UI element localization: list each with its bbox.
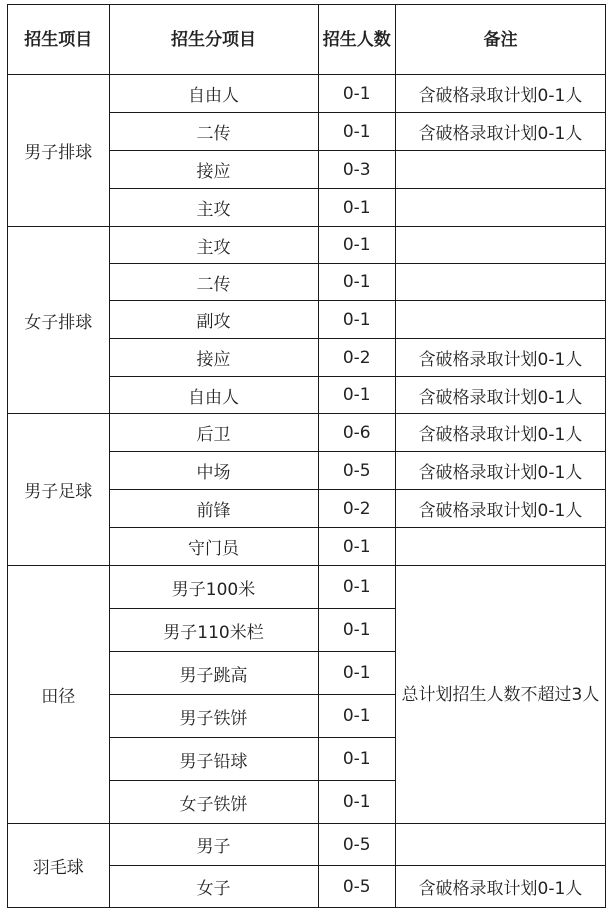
count-cell: 0-3 — [318, 151, 395, 189]
remark-cell: 含破格录取计划0-1人 — [395, 113, 605, 151]
subproject-cell: 前锋 — [109, 490, 318, 528]
subproject-cell: 二传 — [109, 264, 318, 301]
subproject-cell: 男子 — [109, 824, 318, 866]
subproject-cell: 男子铁饼 — [109, 695, 318, 738]
count-cell: 0-1 — [318, 528, 395, 566]
admissions-table — [7, 4, 606, 908]
table-row — [8, 566, 606, 609]
table-row — [8, 227, 606, 264]
count-cell: 0-1 — [318, 75, 395, 113]
count-cell: 0-1 — [318, 609, 395, 652]
subproject-cell: 副攻 — [109, 301, 318, 339]
subproject-cell: 守门员 — [109, 528, 318, 566]
subproject-cell: 自由人 — [109, 377, 318, 414]
count-cell: 0-2 — [318, 490, 395, 528]
count-cell: 0-1 — [318, 652, 395, 695]
count-cell: 0-1 — [318, 738, 395, 781]
count-cell: 0-6 — [318, 414, 395, 452]
remark-cell — [395, 301, 605, 339]
subproject-cell: 女子 — [109, 866, 318, 908]
count-cell: 0-1 — [318, 377, 395, 414]
count-cell: 0-1 — [318, 227, 395, 264]
table-row — [8, 824, 606, 866]
remark-cell — [395, 151, 605, 189]
subproject-cell: 男子铅球 — [109, 738, 318, 781]
subproject-cell: 自由人 — [109, 75, 318, 113]
project-cell: 田径 — [8, 566, 110, 824]
remark-cell — [395, 824, 605, 866]
remark-cell: 含破格录取计划0-1人 — [395, 75, 605, 113]
table-row — [8, 414, 606, 452]
remark-cell: 含破格录取计划0-1人 — [395, 414, 605, 452]
project-cell: 男子排球 — [8, 75, 110, 227]
remark-cell — [395, 264, 605, 301]
remark-cell — [395, 227, 605, 264]
subproject-cell: 主攻 — [109, 227, 318, 264]
subproject-cell: 男子跳高 — [109, 652, 318, 695]
count-cell: 0-5 — [318, 452, 395, 490]
project-cell: 男子足球 — [8, 414, 110, 566]
header-count: 招生人数 — [318, 5, 395, 75]
count-cell: 0-5 — [318, 824, 395, 866]
subproject-cell: 二传 — [109, 113, 318, 151]
remark-cell: 含破格录取计划0-1人 — [395, 866, 605, 908]
subproject-cell: 接应 — [109, 151, 318, 189]
header-project: 招生项目 — [8, 5, 110, 75]
count-cell: 0-2 — [318, 339, 395, 377]
subproject-cell: 男子100米 — [109, 566, 318, 609]
count-cell: 0-1 — [318, 113, 395, 151]
subproject-cell: 接应 — [109, 339, 318, 377]
header-row — [8, 5, 606, 75]
subproject-cell: 后卫 — [109, 414, 318, 452]
subproject-cell: 男子110米栏 — [109, 609, 318, 652]
remark-cell: 含破格录取计划0-1人 — [395, 339, 605, 377]
subproject-cell: 主攻 — [109, 189, 318, 227]
remark-cell — [395, 528, 605, 566]
subproject-cell: 中场 — [109, 452, 318, 490]
remark-cell: 含破格录取计划0-1人 — [395, 452, 605, 490]
remark-cell — [395, 189, 605, 227]
table-row — [8, 75, 606, 113]
count-cell: 0-1 — [318, 189, 395, 227]
header-subproject: 招生分项目 — [109, 5, 318, 75]
count-cell: 0-1 — [318, 301, 395, 339]
count-cell: 0-5 — [318, 866, 395, 908]
subproject-cell: 女子铁饼 — [109, 781, 318, 824]
count-cell: 0-1 — [318, 566, 395, 609]
project-cell: 女子排球 — [8, 227, 110, 414]
count-cell: 0-1 — [318, 264, 395, 301]
count-cell: 0-1 — [318, 781, 395, 824]
project-cell: 羽毛球 — [8, 824, 110, 908]
header-remark: 备注 — [395, 5, 605, 75]
remark-cell: 含破格录取计划0-1人 — [395, 377, 605, 414]
count-cell: 0-1 — [318, 695, 395, 738]
remark-cell: 含破格录取计划0-1人 — [395, 490, 605, 528]
remark-span-cell: 总计划招生人数不超过3人 — [395, 566, 605, 824]
